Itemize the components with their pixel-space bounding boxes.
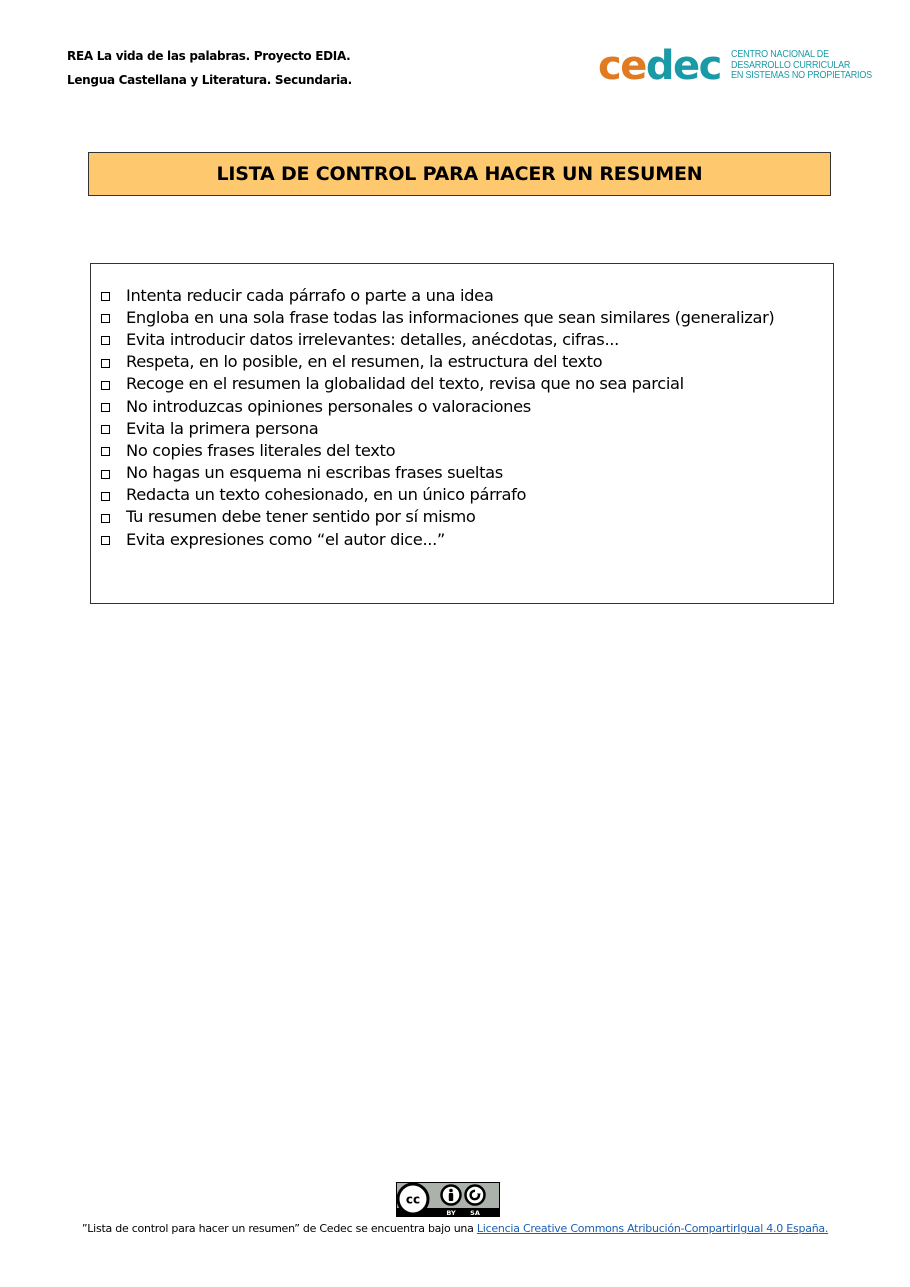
- checkbox-icon[interactable]: [101, 447, 110, 456]
- logo-tagline-line-3: EN SISTEMAS NO PROPIETARIOS: [730, 70, 872, 82]
- cedec-logo: [598, 43, 888, 89]
- header-line-2: Lengua Castellana y Literatura. Secundaria.: [67, 73, 352, 87]
- checklist-item: [101, 484, 774, 506]
- checklist-item-text: Intenta reducir cada párrafo o parte a una idea: [126, 285, 494, 305]
- checklist-item-text: No introduzcas opiniones personales o valoraciones: [126, 396, 531, 416]
- checklist-item: [101, 462, 774, 484]
- checkbox-icon[interactable]: [101, 536, 110, 545]
- checklist-item-text: Recoge en el resumen la globalidad del texto, revisa que no sea parcial: [126, 374, 684, 394]
- checklist-item: [101, 506, 774, 528]
- license-footer: [0, 1222, 910, 1235]
- checklist-item: [101, 328, 774, 350]
- checklist-item: [101, 351, 774, 373]
- license-footer-text: ”Lista de control para hacer un resumen” de Cedec se encuentra bajo una: [81, 1222, 477, 1235]
- cc-icon-text: cc: [405, 1192, 421, 1207]
- license-link[interactable]: Licencia Creative Commons Atribución-CompartirIgual 4.0 España.: [476, 1222, 829, 1235]
- checklist-item-text: Evita introducir datos irrelevantes: detalles, anécdotas, cifras...: [126, 329, 619, 349]
- checkbox-icon[interactable]: [101, 425, 110, 434]
- checkbox-icon[interactable]: [101, 314, 110, 323]
- checkbox-icon[interactable]: [101, 359, 110, 368]
- cedec-logo-wordmark: [598, 43, 721, 89]
- logo-tagline-line-2: DESARROLLO CURRICULAR: [730, 59, 851, 71]
- checklist-box: [90, 263, 834, 604]
- checklist-item-text: No hagas un esquema ni escribas frases sueltas: [126, 463, 503, 483]
- checklist-item: [101, 528, 774, 550]
- checklist-item: [101, 439, 774, 461]
- checkbox-icon[interactable]: [101, 336, 110, 345]
- checkbox-icon[interactable]: [101, 514, 110, 523]
- header-line-1: REA La vida de las palabras. Proyecto EDIA.: [67, 49, 351, 63]
- checklist-item-text: Respeta, en lo posible, en el resumen, la estructura del texto: [126, 352, 603, 372]
- logo-part-1: ce: [598, 43, 646, 89]
- checkbox-icon[interactable]: [101, 292, 110, 301]
- page-title: LISTA DE CONTROL PARA HACER UN RESUMEN: [216, 163, 703, 185]
- document-header: [67, 44, 352, 92]
- cc-by-sa-license-icon[interactable]: [396, 1182, 500, 1217]
- checklist-item-text: Engloba en una sola frase todas las informaciones que sean similares (generalizar): [126, 307, 775, 327]
- checklist-item-text: Tu resumen debe tener sentido por sí mismo: [126, 507, 476, 527]
- title-banner: [88, 152, 831, 196]
- checklist-item: [101, 306, 774, 328]
- checkbox-icon[interactable]: [101, 403, 110, 412]
- checklist: [101, 284, 774, 550]
- checklist-item: [101, 373, 774, 395]
- by-icon-text: BY: [446, 1209, 456, 1217]
- checklist-item-text: Evita la primera persona: [126, 418, 319, 438]
- checklist-item-text: No copies frases literales del texto: [126, 440, 396, 460]
- logo-part-2: dec: [645, 43, 721, 89]
- sa-icon-text: SA: [470, 1209, 480, 1217]
- checklist-item: [101, 395, 774, 417]
- checklist-item-text: Evita expresiones como “el autor dice...”: [126, 529, 446, 549]
- checklist-item: [101, 417, 774, 439]
- checklist-item: [101, 284, 774, 306]
- checklist-item-text: Redacta un texto cohesionado, en un único párrafo: [126, 485, 527, 505]
- logo-tagline-line-1: CENTRO NACIONAL DE: [730, 49, 829, 61]
- checkbox-icon[interactable]: [101, 470, 110, 479]
- checkbox-icon[interactable]: [101, 381, 110, 390]
- checkbox-icon[interactable]: [101, 492, 110, 501]
- cedec-logo-tagline: [731, 50, 872, 82]
